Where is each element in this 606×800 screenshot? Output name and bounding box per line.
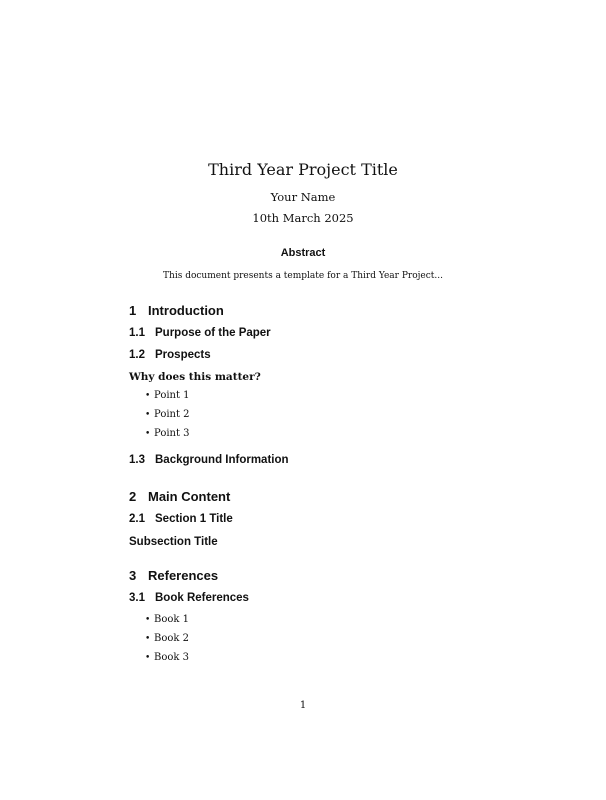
subsection-number: 2.1: [129, 513, 145, 525]
list-item: • Point 2: [145, 409, 190, 420]
list-item: • Book 1: [145, 614, 189, 625]
document-author: Your Name: [270, 190, 336, 204]
list-item: • Point 1: [145, 390, 190, 401]
bullet-icon: •: [145, 410, 151, 420]
bullet-icon: •: [145, 653, 151, 663]
document-date: 10th March 2025: [252, 211, 354, 225]
section-number: 1: [129, 303, 137, 318]
subsubsection-title: Subsection Title: [129, 536, 218, 548]
subsection-purpose: [129, 327, 271, 339]
section-number: 2: [129, 489, 137, 504]
subsection-number: 1.3: [129, 454, 145, 466]
subsection-title: Background Information: [155, 454, 289, 466]
abstract-text: This document presents a template for a Third Year Project...: [163, 271, 443, 281]
subsection-number: 1.2: [129, 349, 145, 361]
subsection-number: 1.1: [129, 327, 145, 339]
subsection-title: Prospects: [155, 349, 211, 361]
subsection-prospects: [129, 349, 211, 361]
subsection-background: [129, 454, 289, 466]
list-item: • Book 3: [145, 652, 189, 663]
bullet-icon: •: [145, 391, 151, 401]
bullet-icon: •: [145, 429, 151, 439]
section-main-content: [129, 489, 230, 504]
subsection-title: Section 1 Title: [155, 513, 233, 525]
section-number: 3: [129, 568, 137, 583]
section-introduction: [129, 303, 224, 318]
paragraph-heading: Why does this matter?: [129, 371, 261, 383]
bullet-icon: •: [145, 634, 151, 644]
subsection-book-references: [129, 592, 249, 604]
document-title: Third Year Project Title: [208, 160, 398, 179]
list-item: • Book 2: [145, 633, 189, 644]
bullet-icon: •: [145, 615, 151, 625]
section-references: [129, 568, 218, 583]
subsection-title: Purpose of the Paper: [155, 327, 271, 339]
section-title: References: [148, 568, 219, 583]
abstract-heading: Abstract: [280, 247, 326, 259]
page-number: 1: [299, 700, 307, 711]
list-item: • Point 3: [145, 428, 190, 439]
subsection-number: 3.1: [129, 592, 145, 604]
subsection-section-1: [129, 513, 233, 525]
subsection-title: Book References: [155, 592, 249, 604]
section-title: Introduction: [148, 303, 224, 318]
section-title: Main Content: [148, 489, 231, 504]
